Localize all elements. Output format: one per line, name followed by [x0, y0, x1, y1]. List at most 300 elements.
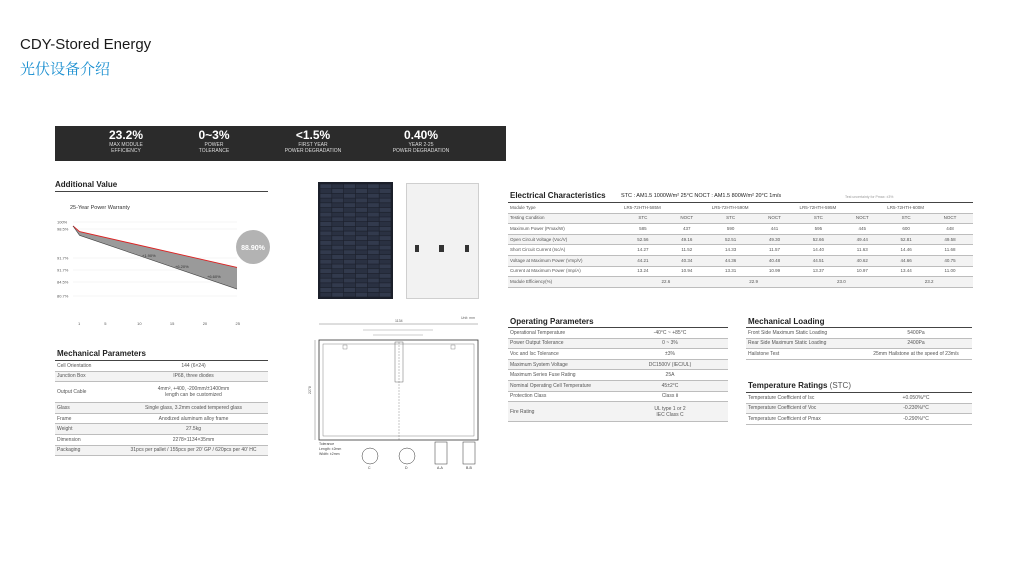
- panel-cell: [368, 217, 379, 221]
- param-name: Weight: [55, 424, 119, 435]
- table-row: [55, 403, 268, 414]
- param-value: 25mm Hailstone at the speed of 23m/s: [860, 349, 972, 360]
- panel-cell: [356, 194, 367, 198]
- param-value: IP68, three diodes: [119, 371, 268, 382]
- x-tick-label: 1: [78, 321, 81, 326]
- mount-hole: [451, 345, 455, 349]
- panel-back: [407, 184, 479, 299]
- section-title-additional-value: Additional Value: [55, 180, 118, 189]
- stat-year-2-25: [385, 129, 457, 154]
- y-tick-label: 84.5%: [57, 279, 69, 285]
- panel-cell: [344, 217, 355, 221]
- row-label: Voltage at Maximum Power (Vmp/V): [508, 255, 622, 266]
- x-tick-label: 25: [235, 321, 240, 326]
- panel-cell: [356, 217, 367, 221]
- panel-cell: [379, 208, 390, 212]
- panel-cell: [332, 283, 343, 287]
- junction-box: [465, 245, 469, 252]
- panel-cell: [332, 246, 343, 250]
- panel-cell: [356, 184, 367, 188]
- temperature-table: [746, 393, 972, 425]
- panel-cell: [332, 278, 343, 282]
- panel-cell: [379, 189, 390, 193]
- dim-long: 2278: [308, 386, 312, 394]
- panel-cell: [320, 246, 331, 250]
- param-value: 31pcs per pallet / 155pcs per 20' GP / 620pcs per 40' HC: [119, 445, 268, 456]
- panel-cell: [379, 203, 390, 207]
- detail-label: B-B: [466, 466, 472, 470]
- param-value-line-1: UL type 1 or 2: [654, 405, 686, 412]
- cell: 14.33: [710, 245, 752, 256]
- table-row: [746, 349, 972, 360]
- panel-cell: [356, 241, 367, 245]
- table-row: [508, 245, 973, 256]
- panel-cell: [368, 208, 379, 212]
- param-name: Dimension: [55, 434, 119, 445]
- detail-d-circle: [399, 448, 415, 464]
- cell: 52.51: [710, 234, 752, 245]
- panel-cell: [379, 293, 390, 297]
- param-value: Class Ⅱ: [612, 391, 728, 402]
- panel-cell: [332, 293, 343, 297]
- panel-cell: [320, 184, 331, 188]
- detail-label: A-A: [437, 466, 443, 470]
- panel-cell: [379, 269, 390, 273]
- page-subtitle: 光伏设备介绍: [20, 60, 111, 78]
- cell: 448: [927, 224, 973, 235]
- panel-cell: [320, 217, 331, 221]
- panel-cell: [320, 241, 331, 245]
- panel-cell: [332, 250, 343, 254]
- panel-cell: [344, 184, 355, 188]
- panel-cell: [332, 231, 343, 235]
- panel-cell: [332, 189, 343, 193]
- panel-cell: [344, 260, 355, 264]
- stat-value: <1.5%: [295, 128, 331, 142]
- panel-cell: [368, 189, 379, 193]
- panel-cell: [379, 227, 390, 231]
- y-tick-label: 91.7%: [57, 255, 69, 261]
- panel-cell: [368, 264, 379, 268]
- panel-cell: [356, 293, 367, 297]
- panel-cell: [368, 278, 379, 282]
- param-name: Temperature Coefficient of Isc: [746, 393, 860, 403]
- stat-label-2: EFFICIENCY: [111, 148, 141, 154]
- panel-cell: [368, 222, 379, 226]
- param-value: 25A: [612, 370, 728, 381]
- param-name: Junction Box: [55, 371, 119, 382]
- panel-cell: [320, 264, 331, 268]
- cell: STC: [622, 213, 664, 224]
- panel-cell: [379, 288, 390, 292]
- technical-drawing: [303, 312, 493, 472]
- panel-cell: [368, 236, 379, 240]
- panel-cell: [356, 269, 367, 273]
- detail-c-circle: [362, 448, 378, 464]
- panel-cell: [320, 250, 331, 254]
- param-name: Glass: [55, 403, 119, 414]
- model-name: LR5-72HTH-600M: [885, 203, 973, 213]
- panel-cell: [344, 241, 355, 245]
- param-name: Temperature Coefficient of Voc: [746, 403, 860, 414]
- table-row: [55, 371, 268, 382]
- panel-cell: [379, 264, 390, 268]
- table-row: [746, 338, 972, 349]
- param-value: Anodized aluminum alloy frame: [119, 413, 268, 424]
- panel-cell: [356, 255, 367, 259]
- cell: 10.97: [839, 266, 885, 277]
- cell: 44.36: [710, 255, 752, 266]
- panel-cell: [320, 208, 331, 212]
- section-title-mechanical-parameters: Mechanical Parameters: [57, 349, 146, 358]
- temperature-title-text: Temperature Ratings: [748, 381, 828, 390]
- panel-cell: [356, 250, 367, 254]
- param-value: -40°C ~ +85°C: [612, 328, 728, 338]
- model-name: LR5-72HTH-585M: [622, 203, 710, 213]
- panel-cell: [379, 283, 390, 287]
- x-tick-labels: [78, 321, 241, 326]
- panel-cell: [344, 246, 355, 250]
- panel-cell: [368, 255, 379, 259]
- electrical-table: [508, 203, 973, 288]
- temperature-title-suffix: (STC): [829, 381, 851, 390]
- panel-cell: [356, 236, 367, 240]
- panel-cell: [320, 213, 331, 217]
- cell: 11.57: [752, 245, 798, 256]
- cell: NOCT: [664, 213, 710, 224]
- cell: 11.52: [664, 245, 710, 256]
- cell: 23.0: [797, 277, 885, 288]
- panel-cell: [344, 269, 355, 273]
- param-value: Single glass, 3.2mm coated tempered glass: [119, 403, 268, 414]
- cell: 13.31: [710, 266, 752, 277]
- panel-outline: [319, 340, 478, 440]
- table-row: [746, 393, 972, 403]
- cell: 44.66: [885, 255, 927, 266]
- section-bb: [463, 442, 475, 464]
- panel-cell: [379, 246, 390, 250]
- panel-cell: [332, 264, 343, 268]
- panel-cell: [368, 293, 379, 297]
- cell: NOCT: [752, 213, 798, 224]
- cell: 49.16: [664, 234, 710, 245]
- table-row: [55, 434, 268, 445]
- cell: 49.58: [927, 234, 973, 245]
- table-row: [508, 391, 728, 402]
- stat-label-2: POWER DEGRADATION: [392, 148, 450, 154]
- section-title-operating: Operating Parameters: [510, 317, 594, 326]
- detail-label: D: [405, 466, 408, 470]
- panel-cell: [356, 278, 367, 282]
- cell: 590: [710, 224, 752, 235]
- cell: NOCT: [839, 213, 885, 224]
- cell: 13.37: [797, 266, 839, 277]
- cell: STC: [797, 213, 839, 224]
- table-row: [508, 234, 973, 245]
- param-name: Hailstone Test: [746, 349, 860, 360]
- param-value-line-2: length can be customized: [165, 392, 222, 399]
- cell: 52.56: [622, 234, 664, 245]
- stat-value: 0~3%: [198, 128, 230, 142]
- panel-cell: [368, 184, 379, 188]
- cell: 14.46: [885, 245, 927, 256]
- panel-cell: [368, 274, 379, 278]
- y-tick-label: 98.5%: [57, 226, 69, 232]
- junction-box: [439, 245, 444, 252]
- param-value: DC1500V (IEC/UL): [612, 359, 728, 370]
- param-value: +0.050%/°C: [860, 393, 972, 403]
- panel-cell: [379, 184, 390, 188]
- panel-cell: [344, 288, 355, 292]
- table-row: [55, 382, 268, 403]
- panel-cell: [356, 260, 367, 264]
- panel-cell: [379, 231, 390, 235]
- panel-cell: [379, 222, 390, 226]
- stat-value: 0.40%: [403, 128, 439, 142]
- panel-cell: [379, 255, 390, 259]
- panel-cell: [356, 203, 367, 207]
- stat-label: YEAR 2-25: [408, 142, 434, 148]
- panel-cell: [320, 260, 331, 264]
- panel-cell: [332, 213, 343, 217]
- cell: 23.2: [885, 277, 973, 288]
- panel-cell: [344, 198, 355, 202]
- panel-cell: [368, 198, 379, 202]
- tolerance-label: Tolerance: [319, 442, 335, 446]
- param-value: 2400Pa: [860, 338, 972, 349]
- panel-cell: [320, 283, 331, 287]
- panel-cell: [332, 274, 343, 278]
- x-tick-label: 5: [104, 321, 107, 326]
- chart-title: 25-Year Power Warranty: [70, 205, 130, 211]
- param-value: [612, 402, 728, 422]
- param-name: Protection Class: [508, 391, 612, 402]
- panel-cell: [320, 231, 331, 235]
- param-name: Rear Side Maximum Static Loading: [746, 338, 860, 349]
- row-label: Module Efficiency(%): [508, 277, 622, 288]
- panel-cell: [368, 246, 379, 250]
- panel-cell: [368, 231, 379, 235]
- table-row: [55, 361, 268, 371]
- param-name: Fire Rating: [508, 402, 612, 422]
- table-row: [508, 359, 728, 370]
- panel-cell: [332, 184, 343, 188]
- cell: 11.63: [839, 245, 885, 256]
- cell: 11.68: [927, 245, 973, 256]
- panel-front-image: [318, 182, 393, 299]
- annotation-3: +6.60%: [207, 274, 221, 279]
- param-name: Operational Temperature: [508, 328, 612, 338]
- cell: 52.81: [885, 234, 927, 245]
- detail-label: C: [368, 466, 371, 470]
- row-label: Module Type: [508, 203, 622, 213]
- cell: 22.6: [622, 277, 710, 288]
- panel-cell: [368, 260, 379, 264]
- panel-cell: [379, 236, 390, 240]
- cell: 40.48: [752, 255, 798, 266]
- param-value: 0 ~ 3%: [612, 338, 728, 349]
- model-name: LR5-72HTH-590M: [710, 203, 798, 213]
- panel-cell: [379, 213, 390, 217]
- panel-cell: [356, 198, 367, 202]
- cell: 52.66: [797, 234, 839, 245]
- param-name: Front Side Maximum Static Loading: [746, 328, 860, 338]
- cell: STC: [885, 213, 927, 224]
- cell: 441: [752, 224, 798, 235]
- panel-cell: [332, 194, 343, 198]
- panel-cell: [356, 246, 367, 250]
- panel-cell: [344, 203, 355, 207]
- table-row: [746, 328, 972, 338]
- param-value: 27.5kg: [119, 424, 268, 435]
- junction-box: [415, 245, 419, 252]
- param-name: Packaging: [55, 445, 119, 456]
- panel-cell: [320, 189, 331, 193]
- panel-back-image: [406, 183, 479, 299]
- annotation-1: +1.90%: [142, 253, 156, 258]
- stat-label-2: POWER DEGRADATION: [284, 148, 342, 154]
- divider: [55, 191, 268, 192]
- cell: 44.21: [622, 255, 664, 266]
- x-tick-label: 20: [202, 321, 208, 326]
- param-value: 5400Pa: [860, 328, 972, 338]
- spec-banner: [55, 126, 506, 161]
- panel-cell: [379, 217, 390, 221]
- panel-cell: [332, 217, 343, 221]
- param-value: -0.230%/°C: [860, 403, 972, 414]
- table-row: [508, 328, 728, 338]
- panel-cell: [320, 269, 331, 273]
- param-value: 144 (6×24): [119, 361, 268, 371]
- cell: 10.99: [752, 266, 798, 277]
- panel-cell: [379, 278, 390, 282]
- y-tick-labels: [57, 220, 69, 299]
- param-name: Nominal Operating Cell Temperature: [508, 380, 612, 391]
- panel-cell: [320, 255, 331, 259]
- stat-label: MAX MODULE: [109, 142, 143, 148]
- panel-cell: [368, 227, 379, 231]
- panel-cell: [356, 283, 367, 287]
- panel-cell: [368, 194, 379, 198]
- page-title: CDY-Stored Energy: [20, 36, 152, 53]
- panel-cell: [379, 260, 390, 264]
- panel-cell: [356, 264, 367, 268]
- tolerance-length: Length: ±2mm: [319, 447, 342, 451]
- panel-cell: [368, 288, 379, 292]
- cell: NOCT: [927, 213, 973, 224]
- panel-cell: [356, 288, 367, 292]
- panel-cell: [368, 269, 379, 273]
- panel-cell: [356, 208, 367, 212]
- panel-cell: [379, 250, 390, 254]
- panel-cell: [320, 194, 331, 198]
- unit-note: Unit: mm: [461, 316, 475, 320]
- stat-label: FIRST YEAR: [298, 142, 328, 148]
- panel-cell: [344, 278, 355, 282]
- section-title-electrical: Electrical Characteristics: [510, 191, 606, 200]
- panel-cell: [368, 250, 379, 254]
- panel-cell: [332, 203, 343, 207]
- cell: 13.24: [622, 266, 664, 277]
- cell: 10.94: [664, 266, 710, 277]
- panel-cell: [368, 203, 379, 207]
- panel-cell: [320, 278, 331, 282]
- stat-tolerance: [185, 129, 243, 154]
- panel-cell: [332, 236, 343, 240]
- table-row: [508, 277, 973, 288]
- mechanical-loading-table: [746, 328, 972, 360]
- table-row: [508, 255, 973, 266]
- table-row: [508, 266, 973, 277]
- row-label: Testing Condition: [508, 213, 622, 224]
- table-row: [55, 445, 268, 456]
- x-tick-label: 15: [169, 321, 175, 326]
- table-row: [55, 413, 268, 424]
- cell: 600: [885, 224, 927, 235]
- cell: 40.62: [839, 255, 885, 266]
- panel-cell: [320, 293, 331, 297]
- table-row: [508, 213, 973, 224]
- stat-first-year: [277, 129, 349, 154]
- panel-cell: [344, 236, 355, 240]
- table-row: [508, 338, 728, 349]
- stat-efficiency: [97, 129, 155, 154]
- panel-cell: [332, 255, 343, 259]
- panel-cell: [356, 227, 367, 231]
- panel-cell: [320, 288, 331, 292]
- cell: 40.75: [927, 255, 973, 266]
- table-row: [508, 224, 973, 235]
- panel-cell: [356, 222, 367, 226]
- panel-cell: [344, 255, 355, 259]
- section-title-temperature: [748, 381, 851, 390]
- cell: 49.44: [839, 234, 885, 245]
- warranty-badge-value: 88.90%: [241, 245, 265, 252]
- mechanical-params-table: [55, 361, 268, 456]
- panel-cell: [344, 231, 355, 235]
- cell: STC: [710, 213, 752, 224]
- param-value: ±3%: [612, 349, 728, 360]
- section-title-mechanical-loading: Mechanical Loading: [748, 317, 825, 326]
- panel-inner-frame: [323, 344, 474, 436]
- x-tick-label: 10: [137, 321, 142, 326]
- row-label: Short Circuit Current (Isc/A): [508, 245, 622, 256]
- panel-cell: [344, 194, 355, 198]
- cell: 595: [797, 224, 839, 235]
- panel-cell: [332, 227, 343, 231]
- cell: 40.34: [664, 255, 710, 266]
- param-name: Maximum System Voltage: [508, 359, 612, 370]
- param-value: 45±2°C: [612, 380, 728, 391]
- panel-cell: [332, 222, 343, 226]
- panel-cell: [356, 213, 367, 217]
- cell: 13.44: [885, 266, 927, 277]
- cell: 437: [664, 224, 710, 235]
- cell: 49.30: [752, 234, 798, 245]
- panel-cell: [368, 241, 379, 245]
- param-name: Frame: [55, 413, 119, 424]
- param-value: [119, 382, 268, 403]
- stat-label: POWER: [204, 142, 224, 148]
- panel-cell: [332, 241, 343, 245]
- row-label: Current at Maximum Power (Imp/A): [508, 266, 622, 277]
- cell: 22.9: [710, 277, 798, 288]
- y-tick-label: 91.7%: [57, 267, 69, 273]
- y-tick-label: 80.7%: [57, 293, 69, 299]
- electrical-conditions: STC : AM1.5 1000W/m² 25°C NOCT : AM1.5 800W/m² 20°C 1m/s: [621, 193, 782, 199]
- panel-cell: [344, 293, 355, 297]
- cell: 14.40: [797, 245, 839, 256]
